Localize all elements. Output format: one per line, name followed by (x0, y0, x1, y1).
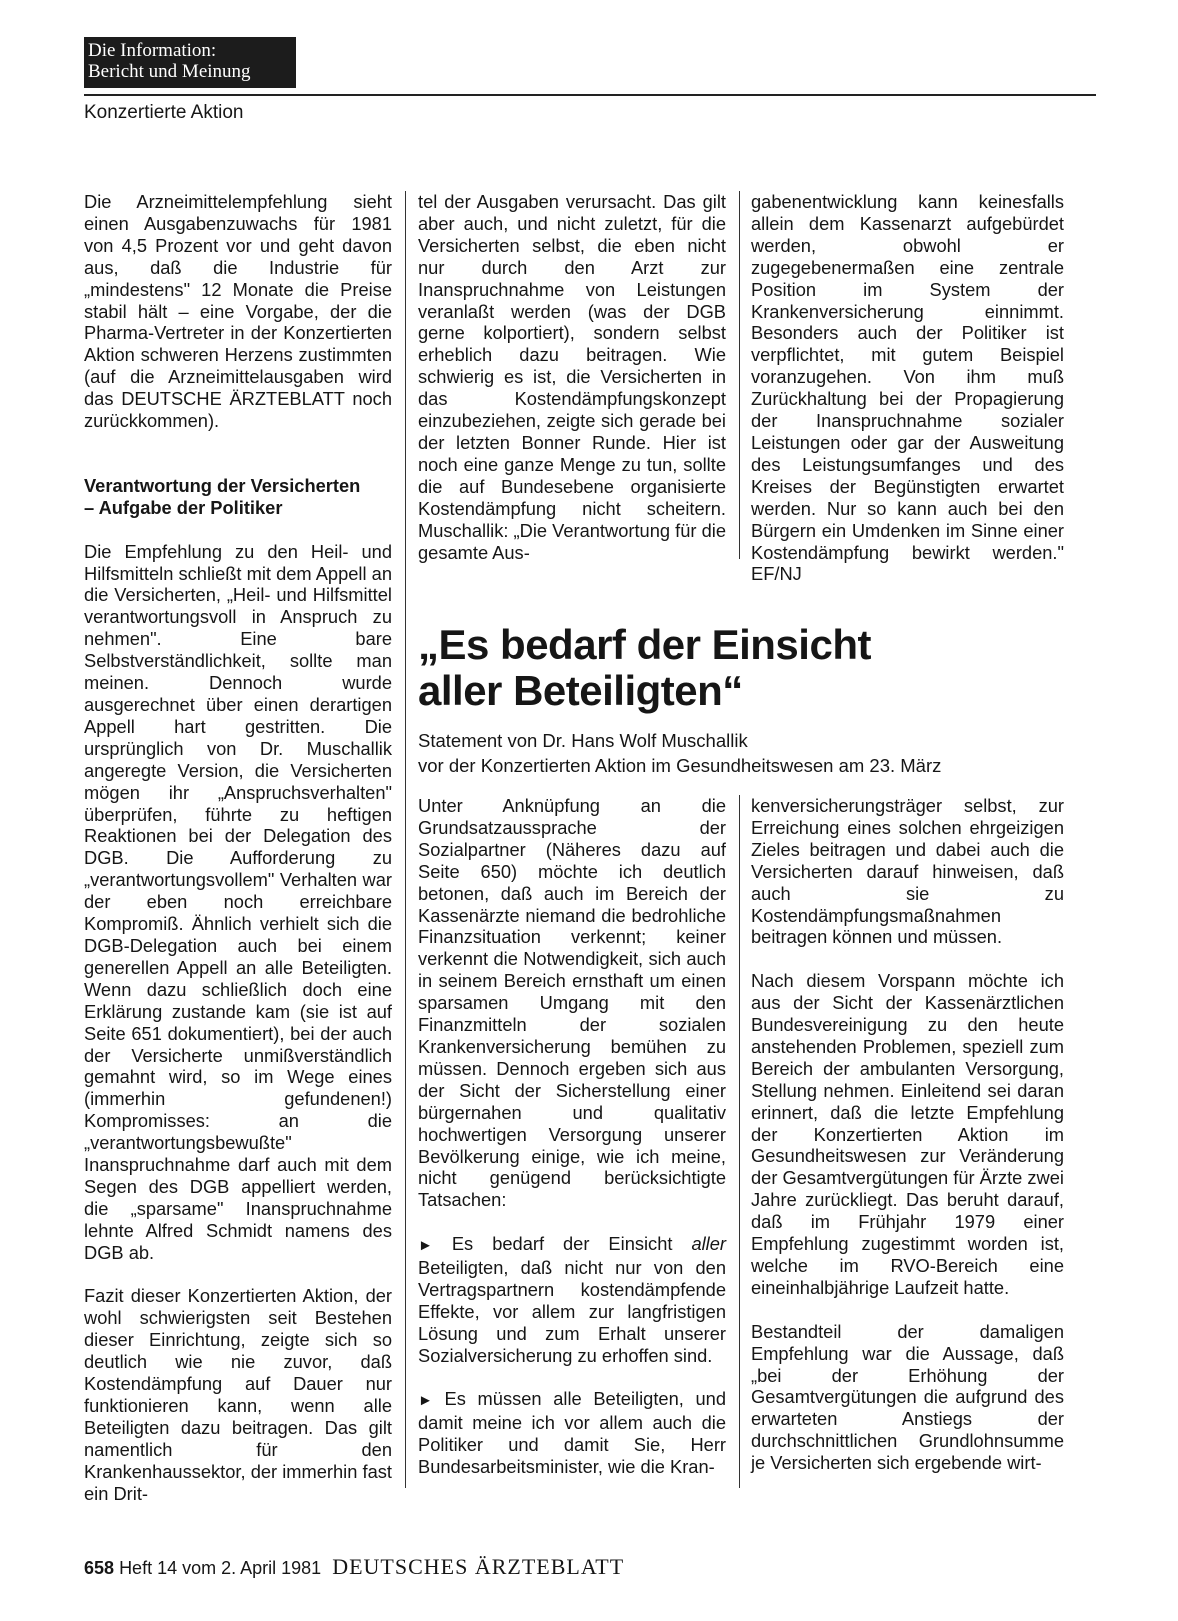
column-1 (84, 191, 392, 1505)
col1-paragraph-2: Die Empfehlung zu den Heil- und Hilfsmitteln schließt mit dem Appell an die Versicherten, „Heil- und Hilfsmittel verantwortungsvoll in Anspruch zu nehmen". Eine bare Selbstverständlichkeit, sollte man meinen. Dennoch wurde ausgerechnet über einen derartigen Appell hart gestritten. Die ursprünglich von Dr. Muschallik angeregte Version, die Versicherten mögen ihr „Anspruchsverhalten" überprüfen, führte zu heftigen Reaktionen bei der Delegation des DGB. Die Aufforderung zu „verantwortungsvollem" Verhalten war der eben noch erreichbare Kompromiß. Ähnlich verhielt sich die DGB-Delegation auch bei einem generellen Appell an alle Beteiligten. Wenn dazu schließlich doch eine Erklärung zustande kam (sie ist auf Seite 651 dokumentiert), bei der auch der Versicherte unmißverständlich gemahnt wird, so im Wege eines (immerhin gefundenen!) Kompromisses: an die „verantwortungsbewußte" Inanspruchnahme darf auch mit dem Segen des DGB appelliert werden, die „sparsame" Inanspruchnahme lehnte Alfred Schmidt namens des DGB ab. (84, 540, 392, 1263)
article-subheading (418, 728, 941, 778)
bullet-point-2: ► Es müssen alle Beteiligten, und damit meine ich vor allem auch die Politiker und damit Sie, Herr Bundesarbeitsminister, wie die Kran- (418, 1388, 726, 1478)
column-3 (751, 191, 1064, 585)
arrow-bullet-icon: ► (418, 1237, 433, 1255)
col4-paragraph-1: Unter Anknüpfung an die Grundsatzaussprache der Sozialpartner (Näheres dazu auf Seite 650) möchte ich deutlich betonen, daß auch im Bereich der Kassenärzte niemand die bedrohliche Finanzsituation verkennt; keiner verkennt die Notwendigkeit, sich auch in seinem Bereich ernsthaft um einen sparsamen Umgang mit den Finanzmitteln der sozialen Krankenversicherung bemühen zu müssen. Dennoch ergeben sich aus der Sicht der Sicherstellung einer bürgernahen und qualitativ hochwertigen Versorgung unserer Bevölkerung einige, wie ich meine, nicht genügend berücksichtigte Tatsachen: (418, 795, 726, 1211)
subheading-line-1: Verantwortung der Versicherten (84, 474, 361, 496)
subheading-line-2: – Aufgabe der Politiker (84, 496, 283, 518)
column-2 (418, 191, 726, 563)
col5-paragraph-1: kenversicherungsträger selbst, zur Erreichung eines solchen ehrgeizigen Zieles beitragen und dabei auch die Versicherten darauf hinweisen, daß auch sie zu Kostendämpfungsmaßnahmen beitragen können und müssen. (751, 795, 1064, 948)
issue-info: Heft 14 vom 2. April 1981 (119, 1558, 322, 1578)
col5-paragraph-3: Bestandteil der damaligen Empfehlung war die Aussage, daß „bei der Erhöhung der Gesamtvergütungen die aufgrund des erwarteten Anstiegs der durchschnittlichen Grundlohnsumme je Versicherten sich ergebende wirt- (751, 1320, 1064, 1474)
subheading-context: vor der Konzertierten Aktion im Gesundheitswesen am 23. März (418, 755, 942, 776)
column-divider-2 (739, 191, 740, 559)
subheading-author: Statement von Dr. Hans Wolf Muschallik (418, 730, 748, 751)
department-label (84, 37, 296, 88)
department-line-2: Bericht und Meinung (88, 61, 251, 82)
page-number: 658 (84, 1558, 115, 1578)
magazine-name: DEUTSCHES ÄRZTEBLATT (332, 1554, 625, 1579)
column-divider-3 (739, 795, 740, 1488)
page-footer (84, 1554, 624, 1580)
col1-paragraph-1: Die Arzneimittelempfehlung sieht einen Ausgabenzuwachs für 1981 von 4,5 Prozent vor und geht davon aus, daß die Industrie für „mindestens" 12 Monate die Preise stabil hält – eine Vorgabe, der die Pharma-Vertreter in der Konzertierten Aktion schweren Herzens zustimmten (auf die Arzneimittelausgaben wird das DEUTSCHE ÄRZTEBLATT noch zurückkommen). (84, 191, 392, 432)
col1-paragraph-3: Fazit dieser Konzertierten Aktion, der wohl schwierigsten seit Bestehen dieser Einrichtung, zeigte sich so deutlich wie nie zuvor, daß Kostendämpfung auf Dauer nur funktionieren kann, wenn alle Beteiligten dazu beitragen. Das gilt namentlich für den Krankenhaussektor, der immerhin fast ein Drit- (84, 1285, 392, 1504)
col3-paragraph-1: gabenentwicklung kann keinesfalls allein dem Kassenarzt aufgebürdet werden, obwohl er zugegebenermaßen eine zentrale Position im System der Krankenversicherung einnimmt. Besonders auch der Politiker ist verpflichtet, mit gutem Beispiel voranzugehen. Von ihm muß Zurückhaltung bei der Propagierung der Inanspruchnahme sozialer Leistungen oder gar der Ausweitung des Leistungsumfanges und des Kreises der Begünstigten erwartet werden. Nur so kann auch bei den Bürgern ein Umdenken im Sinne einer Kostendämpfung bewirkt werden." EF/NJ (751, 191, 1064, 585)
col2-paragraph-1: tel der Ausgaben verursacht. Das gilt aber auch, und nicht zuletzt, für die Versicherten selbst, die eben nicht nur durch den Arzt zur Inanspruchnahme von Leistungen veranlaßt werden (was der DGB gerne kolportiert), sondern selbst erheblich dazu beitragen. Wie schwierig es ist, die Versicherten in das Kostendämpfungskonzept einzubeziehen, zeigte sich gerade bei der letzten Bonner Runde. Hier ist noch eine ganze Menge zu tun, sollte die auf Bundesebene organisierte Kostendämpfung nicht scheitern. Muschallik: „Die Verantwortung für die gesamte Aus- (418, 191, 726, 563)
department-line-1: Die Information: (88, 40, 217, 61)
column-4 (418, 795, 726, 1478)
bullet-point-1: ► Es bedarf der Einsicht aller Beteiligten, daß nicht nur von den Vertragspartnern kostendämpfende Effekte, vor allem zur langfristigen Lösung und zum Erhalt unserer Sozialversicherung zu erhoffen sind. (418, 1233, 726, 1366)
arrow-bullet-icon: ► (418, 1392, 433, 1410)
column-divider-1 (405, 191, 406, 1488)
article-headline (418, 622, 871, 714)
headline-line-1: „Es bedarf der Einsicht (418, 621, 871, 668)
section-title: Konzertierte Aktion (84, 102, 244, 123)
header-rule (84, 94, 1096, 96)
column-5 (751, 795, 1064, 1474)
col5-paragraph-2: Nach diesem Vorspann möchte ich aus der Sicht der Kassenärztlichen Bundesvereinigung zu den heute anstehenden Problemen, speziell zum Bereich der ambulanten Versorgung, Stellung nehmen. Einleitend sei daran erinnert, daß die letzte Empfehlung der Konzertierten Aktion im Gesundheitswesen zur Veränderung der Gesamtvergütungen für Ärzte zwei Jahre zurückliegt. Das beruht darauf, daß im Frühjahr 1979 einer Empfehlung zugestimmt worden ist, welche im RVO-Bereich eine eineinhalbjährige Laufzeit hatte. (751, 970, 1064, 1298)
headline-line-2: aller Beteiligten“ (418, 667, 743, 714)
